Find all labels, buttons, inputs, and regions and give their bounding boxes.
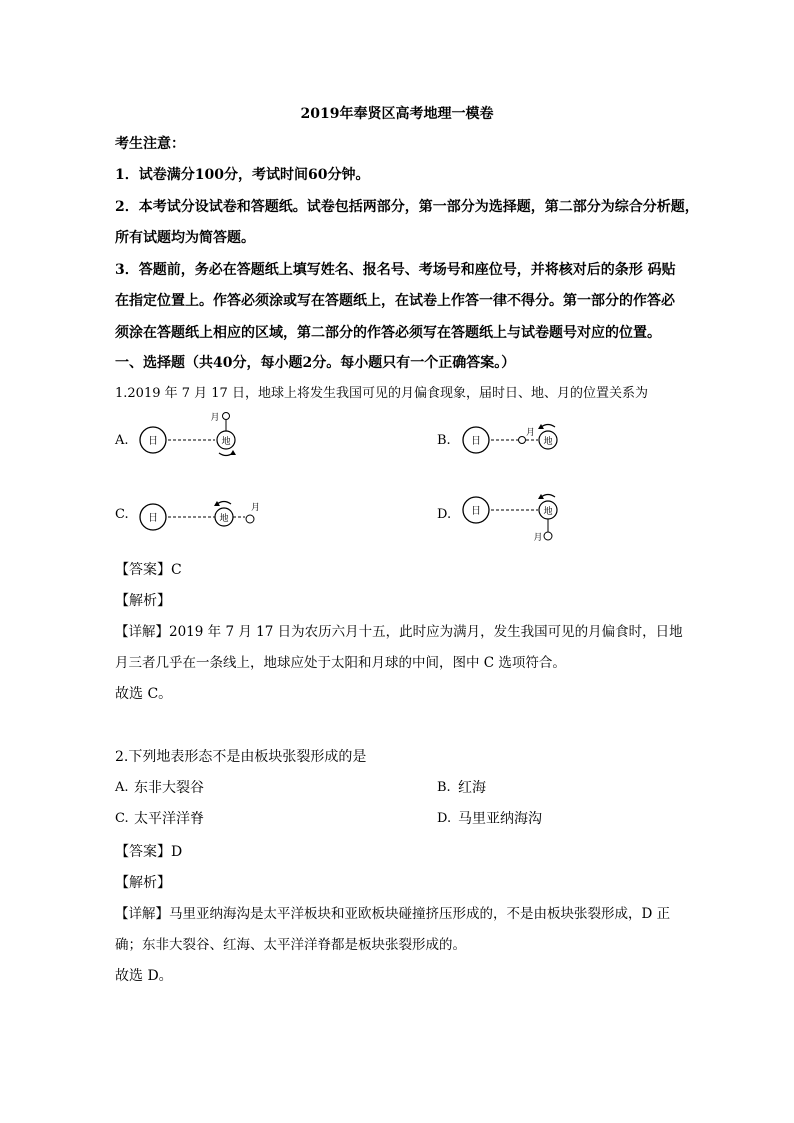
arrow-head-icon <box>538 494 544 499</box>
analysis-heading: 【解析】 <box>115 593 171 609</box>
question-stem: 1.2019 年 7 月 17 日，地球上将发生我国可见的月偏食现象，届时日、地、月的位置关系为 <box>115 386 648 401</box>
option-letter: A. <box>115 433 129 448</box>
arrow-head-icon <box>214 501 220 506</box>
rotation-arrow-icon <box>541 495 555 498</box>
diagram-option-b <box>458 418 578 463</box>
moon-circle <box>223 413 230 420</box>
moon-circle <box>246 515 254 523</box>
question-stem: 2.下列地表形态不是由板块张裂形成的是 <box>115 749 367 765</box>
notice-item: 2．本考试分设试卷和答题纸。试卷包括两部分，第一部分为选择题，第二部分为综合分析题， <box>115 199 699 215</box>
conclusion: 故选 D。 <box>115 968 173 984</box>
option-text: 东非大裂谷 <box>134 780 204 796</box>
sun-label: 日 <box>148 513 158 524</box>
earth-label: 地 <box>221 437 231 447</box>
answer: 【答案】C <box>115 562 182 578</box>
notice-item: 1．试卷满分100分，考试时间60分钟。 <box>115 167 370 183</box>
earth-label: 地 <box>543 437 553 447</box>
earth-label: 地 <box>219 514 229 524</box>
rotation-arrow-icon <box>217 502 231 505</box>
earth-label: 地 <box>543 507 553 517</box>
option-letter: B. <box>437 433 451 448</box>
option-letter: C. <box>115 507 129 522</box>
notice-item: 3．答题前，务必在答题纸上填写姓名、报名号、考场号和座位号，并将核对后的条形 码贴 <box>115 262 676 278</box>
arrow-head-icon <box>538 424 544 429</box>
option-text: 红海 <box>458 780 486 796</box>
diagram-option-c <box>135 495 265 540</box>
notice-item: 所有试题均为简答题。 <box>115 230 255 246</box>
diagram-option-d <box>458 490 578 550</box>
option-text: 马里亚纳海沟 <box>458 811 542 827</box>
notice-item: 须涂在答题纸上相应的区域，第二部分的作答必须写在答题纸上与试卷题号对应的位置。 <box>115 325 661 341</box>
analysis-heading: 【解析】 <box>115 875 171 891</box>
detail-line: 月三者几乎在一条线上，地球应处于太阳和月球的中间，图中 C 选项符合。 <box>115 655 566 671</box>
detail-line: 确；东非大裂谷、红海、太平洋洋脊都是板块张裂形成的。 <box>115 937 466 953</box>
conclusion: 故选 C。 <box>115 686 173 702</box>
option-letter: A. <box>115 780 129 795</box>
moon-label: 月 <box>526 428 536 438</box>
moon-label: 月 <box>251 503 261 513</box>
arrow-head-icon <box>230 450 236 455</box>
sun-label: 日 <box>471 436 481 447</box>
option-text: 太平洋洋脊 <box>134 811 204 827</box>
option-letter: C. <box>115 811 129 826</box>
option-letter: B. <box>437 780 451 795</box>
moon-label: 月 <box>210 413 220 423</box>
detail-line: 【详解】2019 年 7 月 17 日为农历六月十五，此时应为满月，发生我国可见的月偏食时，日地 <box>115 624 683 640</box>
option-letter: D. <box>437 811 452 826</box>
moon-label: 月 <box>533 533 543 543</box>
moon-circle <box>519 437 526 444</box>
detail-line: 【详解】马里亚纳海沟是太平洋板块和亚欧板块碰撞挤压形成的，不是由板块张裂形成，D 正 <box>115 906 671 922</box>
notice-item: 在指定位置上。作答必须涂或写在答题纸上，在试卷上作答一律不得分。第一部分的作答必 <box>115 293 675 309</box>
option-letter: D. <box>437 507 452 522</box>
moon-circle <box>544 532 552 540</box>
answer: 【答案】D <box>115 844 183 860</box>
section-title: 一、选择题（共40分，每小题2分。每小题只有一个正确答案。） <box>115 355 516 371</box>
sun-label: 日 <box>471 506 481 517</box>
sun-label: 日 <box>148 436 158 447</box>
diagram-option-a <box>135 405 265 465</box>
notice-heading: 考生注意： <box>115 136 185 152</box>
page-title: 2019年奉贤区高考地理一模卷 <box>300 106 494 122</box>
rotation-arrow-icon <box>541 425 555 428</box>
